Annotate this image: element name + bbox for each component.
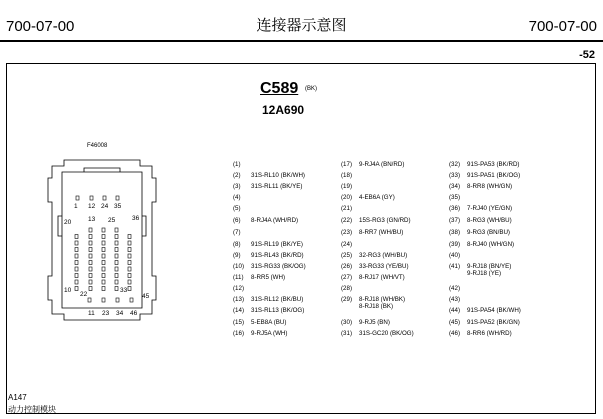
pin-cavity	[115, 287, 118, 291]
pin-row	[233, 194, 251, 201]
pin-number: (41)	[449, 263, 461, 270]
pin-cavity	[89, 228, 92, 232]
module-code: A147	[8, 393, 27, 402]
pin-cavity	[102, 254, 105, 258]
pin-signal: 31S-RL13 (BK/OG)	[251, 307, 305, 314]
pin-number: (32)	[449, 161, 461, 168]
pin-number: (14)	[233, 307, 245, 314]
pin-label: 13	[88, 216, 96, 223]
pin-signal: 9-RG3 (BN/BU)	[467, 229, 510, 236]
pin-row	[341, 296, 405, 310]
pin-signal-alt: 8-RJ18 (BK)	[359, 303, 394, 310]
pin-number: (30)	[341, 319, 353, 326]
pin-signal: 8-RR7 (WH/BU)	[359, 229, 404, 236]
pin-cavity	[75, 254, 78, 258]
pin-cavity	[88, 298, 91, 302]
pin-signal: 8-RJ4A (WH/RD)	[251, 217, 299, 224]
pin-row	[233, 330, 287, 337]
pin-number: (8)	[233, 241, 241, 248]
pin-cavity	[115, 274, 118, 278]
pin-row	[341, 319, 390, 326]
pin-signal: 33-RG33 (YE/BU)	[359, 263, 409, 270]
pin-cavity	[102, 287, 105, 291]
pin-label: 20	[64, 219, 72, 226]
pin-row	[233, 217, 298, 224]
pin-number: (5)	[233, 205, 241, 212]
pin-row	[341, 205, 359, 212]
pin-row	[449, 229, 510, 236]
pin-cavity	[128, 274, 131, 278]
pin-signal: 8-RJ18 (WH/BK)	[359, 296, 406, 303]
pin-row	[449, 161, 520, 168]
pin-signal: 8-RR6 (WH/RD)	[467, 330, 512, 337]
pin-cavity	[115, 228, 118, 232]
header-right-code: 700-07-00	[528, 18, 597, 35]
pin-number: (40)	[449, 252, 461, 259]
pin-cavity	[89, 261, 92, 265]
pin-cavity	[128, 280, 131, 284]
pin-number: (11)	[233, 274, 244, 281]
pin-cavity	[75, 261, 78, 265]
pin-signal: 9-RJ4A (BN/RD)	[359, 161, 405, 168]
pin-cavity	[75, 280, 78, 284]
pin-row	[233, 307, 304, 314]
pin-table-col2	[341, 161, 441, 357]
pin-number: (27)	[341, 274, 353, 281]
pin-number: (21)	[341, 205, 353, 212]
pin-row	[233, 274, 285, 281]
pin-label: 35	[114, 203, 122, 210]
pin-number: (17)	[341, 161, 353, 168]
pin-number: (38)	[449, 229, 461, 236]
pin-cavity	[128, 235, 131, 239]
pin-label: 25	[108, 217, 116, 224]
pin-number: (9)	[233, 252, 241, 259]
pin-number: (31)	[341, 330, 353, 337]
pin-row	[449, 296, 467, 303]
page-number: -52	[579, 49, 595, 61]
pin-row	[233, 205, 251, 212]
pin-number: (43)	[449, 296, 461, 303]
header-rule	[0, 40, 603, 42]
pin-number: (4)	[233, 194, 241, 201]
pin-signal: 4-EB6A (GY)	[359, 194, 395, 201]
pin-row	[233, 296, 303, 303]
header-title: 连接器示意图	[256, 16, 347, 34]
pin-number: (18)	[341, 172, 353, 179]
pin-cavity	[115, 248, 118, 252]
pin-label: 24	[101, 203, 109, 210]
connector-face-drawing	[44, 158, 160, 322]
pin-signal: 9-RJ5A (WH)	[251, 330, 288, 337]
pin-cavity	[89, 274, 92, 278]
pin-cavity	[89, 254, 92, 258]
pin-cavity	[102, 248, 105, 252]
pin-label: 12	[88, 203, 96, 210]
pin-cavity	[75, 248, 78, 252]
pin-signal: 91S-PA54 (BK/WH)	[467, 307, 521, 314]
pin-row	[449, 217, 512, 224]
pin-label: 23	[102, 310, 110, 317]
pin-number: (28)	[341, 285, 353, 292]
pin-row	[449, 285, 467, 292]
pin-label: 1	[74, 203, 78, 210]
pin-number: (12)	[233, 285, 245, 292]
pin-row	[233, 161, 251, 168]
pin-number: (34)	[449, 183, 461, 190]
pin-cavity	[128, 241, 131, 245]
pin-cavity	[75, 274, 78, 278]
pin-row	[341, 263, 409, 270]
pin-row	[449, 172, 520, 179]
pin-cavity	[115, 261, 118, 265]
pin-number: (23)	[341, 229, 353, 236]
pin-row	[233, 285, 251, 292]
pin-row	[449, 183, 512, 190]
pin-cavity	[115, 254, 118, 258]
pin-row	[449, 205, 512, 212]
pin-row	[449, 319, 520, 326]
pin-cavity	[75, 235, 78, 239]
pin-signal: 31S-RL12 (BK/BU)	[251, 296, 304, 303]
pin-cavity	[102, 241, 105, 245]
pin-cavity	[102, 267, 105, 271]
connector-color: (BK)	[305, 86, 317, 92]
pin-label: 45	[142, 293, 150, 300]
pin-row	[449, 307, 521, 314]
pin-cavity	[89, 267, 92, 271]
pin-row	[341, 172, 359, 179]
pin-number: (7)	[233, 229, 241, 236]
pin-signal: 31S-RG33 (BK/OG)	[251, 263, 306, 270]
header-left-code: 700-07-00	[6, 18, 75, 35]
pin-number: (20)	[341, 194, 353, 201]
pin-signal: 91S-PA52 (BK/GN)	[467, 319, 520, 326]
pin-cavity	[115, 267, 118, 271]
pin-cavity	[102, 228, 105, 232]
pin-number: (35)	[449, 194, 461, 201]
pin-label: 46	[130, 310, 138, 317]
pin-label: 34	[116, 310, 124, 317]
pin-cavity	[130, 298, 133, 302]
pin-label: 11	[88, 310, 95, 317]
pin-row	[233, 241, 303, 248]
pin-cavity	[102, 274, 105, 278]
pin-number: (46)	[449, 330, 461, 337]
pin-signal: 91S-PA53 (BK/RD)	[467, 161, 520, 168]
pin-row	[341, 217, 411, 224]
pin-row	[341, 274, 405, 281]
pin-number: (24)	[341, 241, 353, 248]
pin-row	[233, 319, 286, 326]
pin-signal: 8-RR5 (WH)	[251, 274, 286, 281]
pin-signal: 31S-RL10 (BK/WH)	[251, 172, 305, 179]
pin-signal: 8-RJ40 (WH/GN)	[467, 241, 515, 248]
pin-label: 22	[80, 291, 88, 298]
pin-number: (42)	[449, 285, 461, 292]
pin-number: (39)	[449, 241, 461, 248]
connector-id: C589	[260, 80, 299, 97]
pin-cavity	[128, 248, 131, 252]
pin-number: (45)	[449, 319, 461, 326]
pin-number: (3)	[233, 183, 241, 190]
pin-signal: 9-RJ5 (BN)	[359, 319, 390, 326]
pin-number: (33)	[449, 172, 461, 179]
pin-row	[449, 252, 467, 259]
pin-signal: 32-RG3 (WH/BU)	[359, 252, 408, 259]
pin-row	[449, 330, 512, 337]
pin-row	[341, 194, 395, 201]
pin-signal: 8-RR8 (WH/GN)	[467, 183, 513, 190]
pin-row	[233, 263, 306, 270]
pin-cavity	[128, 261, 131, 265]
pin-table-col3	[449, 161, 559, 357]
pin-row	[233, 252, 304, 259]
pin-signal: 91S-RL19 (BK/YE)	[251, 241, 303, 248]
pin-cavity	[75, 287, 78, 291]
pin-signal: 9-RJ18 (BN/YE)	[467, 263, 512, 270]
pin-signal: 8-RJ17 (WH/VT)	[359, 274, 405, 281]
pin-cavity	[89, 235, 92, 239]
pin-cavity	[116, 196, 119, 200]
pin-row	[341, 285, 359, 292]
pin-row	[341, 241, 359, 248]
pin-cavity	[128, 267, 131, 271]
pin-number: (19)	[341, 183, 353, 190]
pin-cavity	[128, 254, 131, 258]
pin-row	[341, 229, 403, 236]
pin-row	[233, 172, 305, 179]
pin-signal: 31S-GC20 (BK/OG)	[359, 330, 414, 337]
pin-number: (1)	[233, 161, 241, 168]
pin-signal: 15S-RG3 (GN/RD)	[359, 217, 411, 224]
pin-row	[449, 194, 467, 201]
pin-number: (44)	[449, 307, 461, 314]
pin-number: (13)	[233, 296, 245, 303]
pin-signal: 7-RJ40 (YE/GN)	[467, 205, 513, 212]
pin-cavity	[115, 235, 118, 239]
pin-table-col1	[233, 161, 333, 357]
pin-row	[341, 252, 407, 259]
pin-number: (29)	[341, 296, 353, 303]
pin-cavity	[115, 280, 118, 284]
pin-cavity	[103, 196, 106, 200]
figure-id: F46008	[87, 143, 108, 149]
pin-number: (26)	[341, 263, 353, 270]
pin-cavity	[89, 241, 92, 245]
pin-cavity	[116, 298, 119, 302]
pin-cavity	[102, 280, 105, 284]
pin-number: (36)	[449, 205, 461, 212]
pin-signal: 31S-RL11 (BK/YE)	[251, 183, 303, 190]
pin-signal: 8-RG3 (WH/BU)	[467, 217, 512, 224]
pin-cavity	[89, 287, 92, 291]
pin-row	[341, 183, 359, 190]
connector-part-number: 12A690	[262, 103, 305, 117]
pin-number-labels	[64, 203, 150, 317]
pin-signal: 91S-PA51 (BK/OG)	[467, 172, 521, 179]
pin-number: (22)	[341, 217, 353, 224]
pin-number: (10)	[233, 263, 245, 270]
pin-cavity	[75, 241, 78, 245]
pin-signal-alt: 9-RJ18 (YE)	[467, 270, 502, 277]
pin-row	[233, 229, 251, 236]
pin-cavity	[75, 267, 78, 271]
pin-signal: 91S-RL43 (BK/RD)	[251, 252, 304, 259]
pin-cavity	[102, 235, 105, 239]
pin-number: (15)	[233, 319, 245, 326]
pin-number: (37)	[449, 217, 461, 224]
pin-cavity	[128, 287, 131, 291]
pin-row	[449, 241, 514, 248]
pin-cavity	[102, 298, 105, 302]
pin-label: 36	[132, 215, 140, 222]
pin-number: (6)	[233, 217, 241, 224]
pin-signal: 5-EB8A (BU)	[251, 319, 287, 326]
pin-cavity	[89, 280, 92, 284]
pin-row	[233, 183, 302, 190]
pin-row	[449, 263, 511, 277]
pin-cavity	[76, 196, 79, 200]
pin-number: (25)	[341, 252, 353, 259]
pin-label: 10	[64, 287, 72, 294]
pin-number: (16)	[233, 330, 245, 337]
pin-cavity	[102, 261, 105, 265]
pin-cavity	[90, 196, 93, 200]
module-name: 动力控制模块	[8, 405, 56, 414]
pin-number: (2)	[233, 172, 241, 179]
pin-row	[341, 161, 404, 168]
pin-label: 33	[120, 287, 128, 294]
pin-cavity	[115, 241, 118, 245]
pin-cavity	[89, 248, 92, 252]
pin-row	[341, 330, 414, 337]
